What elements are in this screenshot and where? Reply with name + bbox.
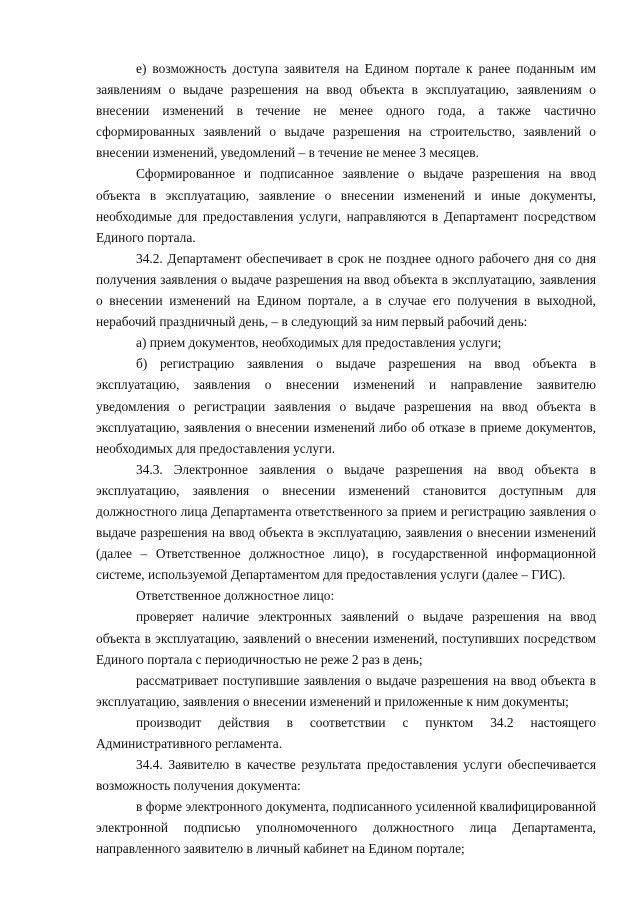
- paragraph-34-3: 34.3. Электронное заявления о выдаче разрешения на ввод объекта в эксплуатацию, заявления о внесении изменений становится доступным для должностного лица Департамента ответственного за прием и регистрацию заявления о выдаче разрешения на ввод объекта в эксплуатацию, заявления о внесении изменений (далее – Ответственное должностное лицо), в государственной информационной системе, используемой Департаментом для предоставления услуги (далее – ГИС).: [96, 461, 596, 583]
- document-page: [96, 58, 596, 860]
- paragraph-electronic-document: в форме электронного документа, подписанного усиленной квалифицированной электронной подписью уполномоченного должностного лица Департамента, направленного заявителю в личный кабинет на Едином портале;: [96, 799, 596, 857]
- paragraph-signed-application: Сформированное и подписанное заявление о выдаче разрешения на ввод объекта в эксплуатацию, заявление о внесении изменений и иные документы, необходимые для предоставления услуги, направляются в Департамент посредством Единого портала.: [96, 166, 596, 245]
- paragraph-reviews: рассматривает поступившие заявления о выдаче разрешения на ввод объекта в эксплуатацию, заявления о внесении изменений и приложенные к ним документы;: [96, 672, 596, 709]
- paragraph-34-4: 34.4. Заявителю в качестве результата предоставления услуги обеспечивается возможность получения документа:: [96, 757, 596, 794]
- paragraph-checks: проверяет наличие электронных заявлений о выдаче разрешения на ввод объекта в эксплуатацию, заявлений о внесении изменений, поступивших посредством Единого портала с периодичностью не реже 2 раз в день;: [96, 609, 596, 667]
- paragraph-item-a: а) прием документов, необходимых для предоставления услуги;: [136, 335, 502, 351]
- paragraph-34-2: 34.2. Департамент обеспечивает в срок не позднее одного рабочего дня со дня получения заявления о выдаче разрешения на ввод объекта в эксплуатацию, заявления о внесении изменений на Едином портале, а в случае его получения в выходной, нерабочий праздничный день, – в следующий за ним первый рабочий день:: [96, 250, 596, 330]
- paragraph-item-b: б) регистрацию заявления о выдаче разрешения на ввод объекта в эксплуатацию, заявления о внесении изменений и направление заявителю уведомления о регистрации заявления о выдаче разрешения на ввод объекта в эксплуатацию, заявления о внесении изменений либо об отказе в приеме документов, необходимых для предоставления услуги.: [96, 356, 596, 456]
- paragraph-responsible-official: Ответственное должностное лицо:: [136, 588, 335, 604]
- paragraph-performs-actions: производит действия в соответствии с пунктом 34.2 настоящего Административного регламента.: [96, 714, 596, 751]
- paragraph-access-to-applications: е) возможность доступа заявителя на Едином портале к ранее поданным им заявлениям о выдаче разрешения на ввод объекта в эксплуатацию, заявлениям о внесении изменений в течение не менее одного года, а также частично сформированных заявлений о выдаче разрешения на строительство, заявлений о внесении изменений, уведомлений – в течение не менее 3 месяцев.: [96, 61, 596, 161]
